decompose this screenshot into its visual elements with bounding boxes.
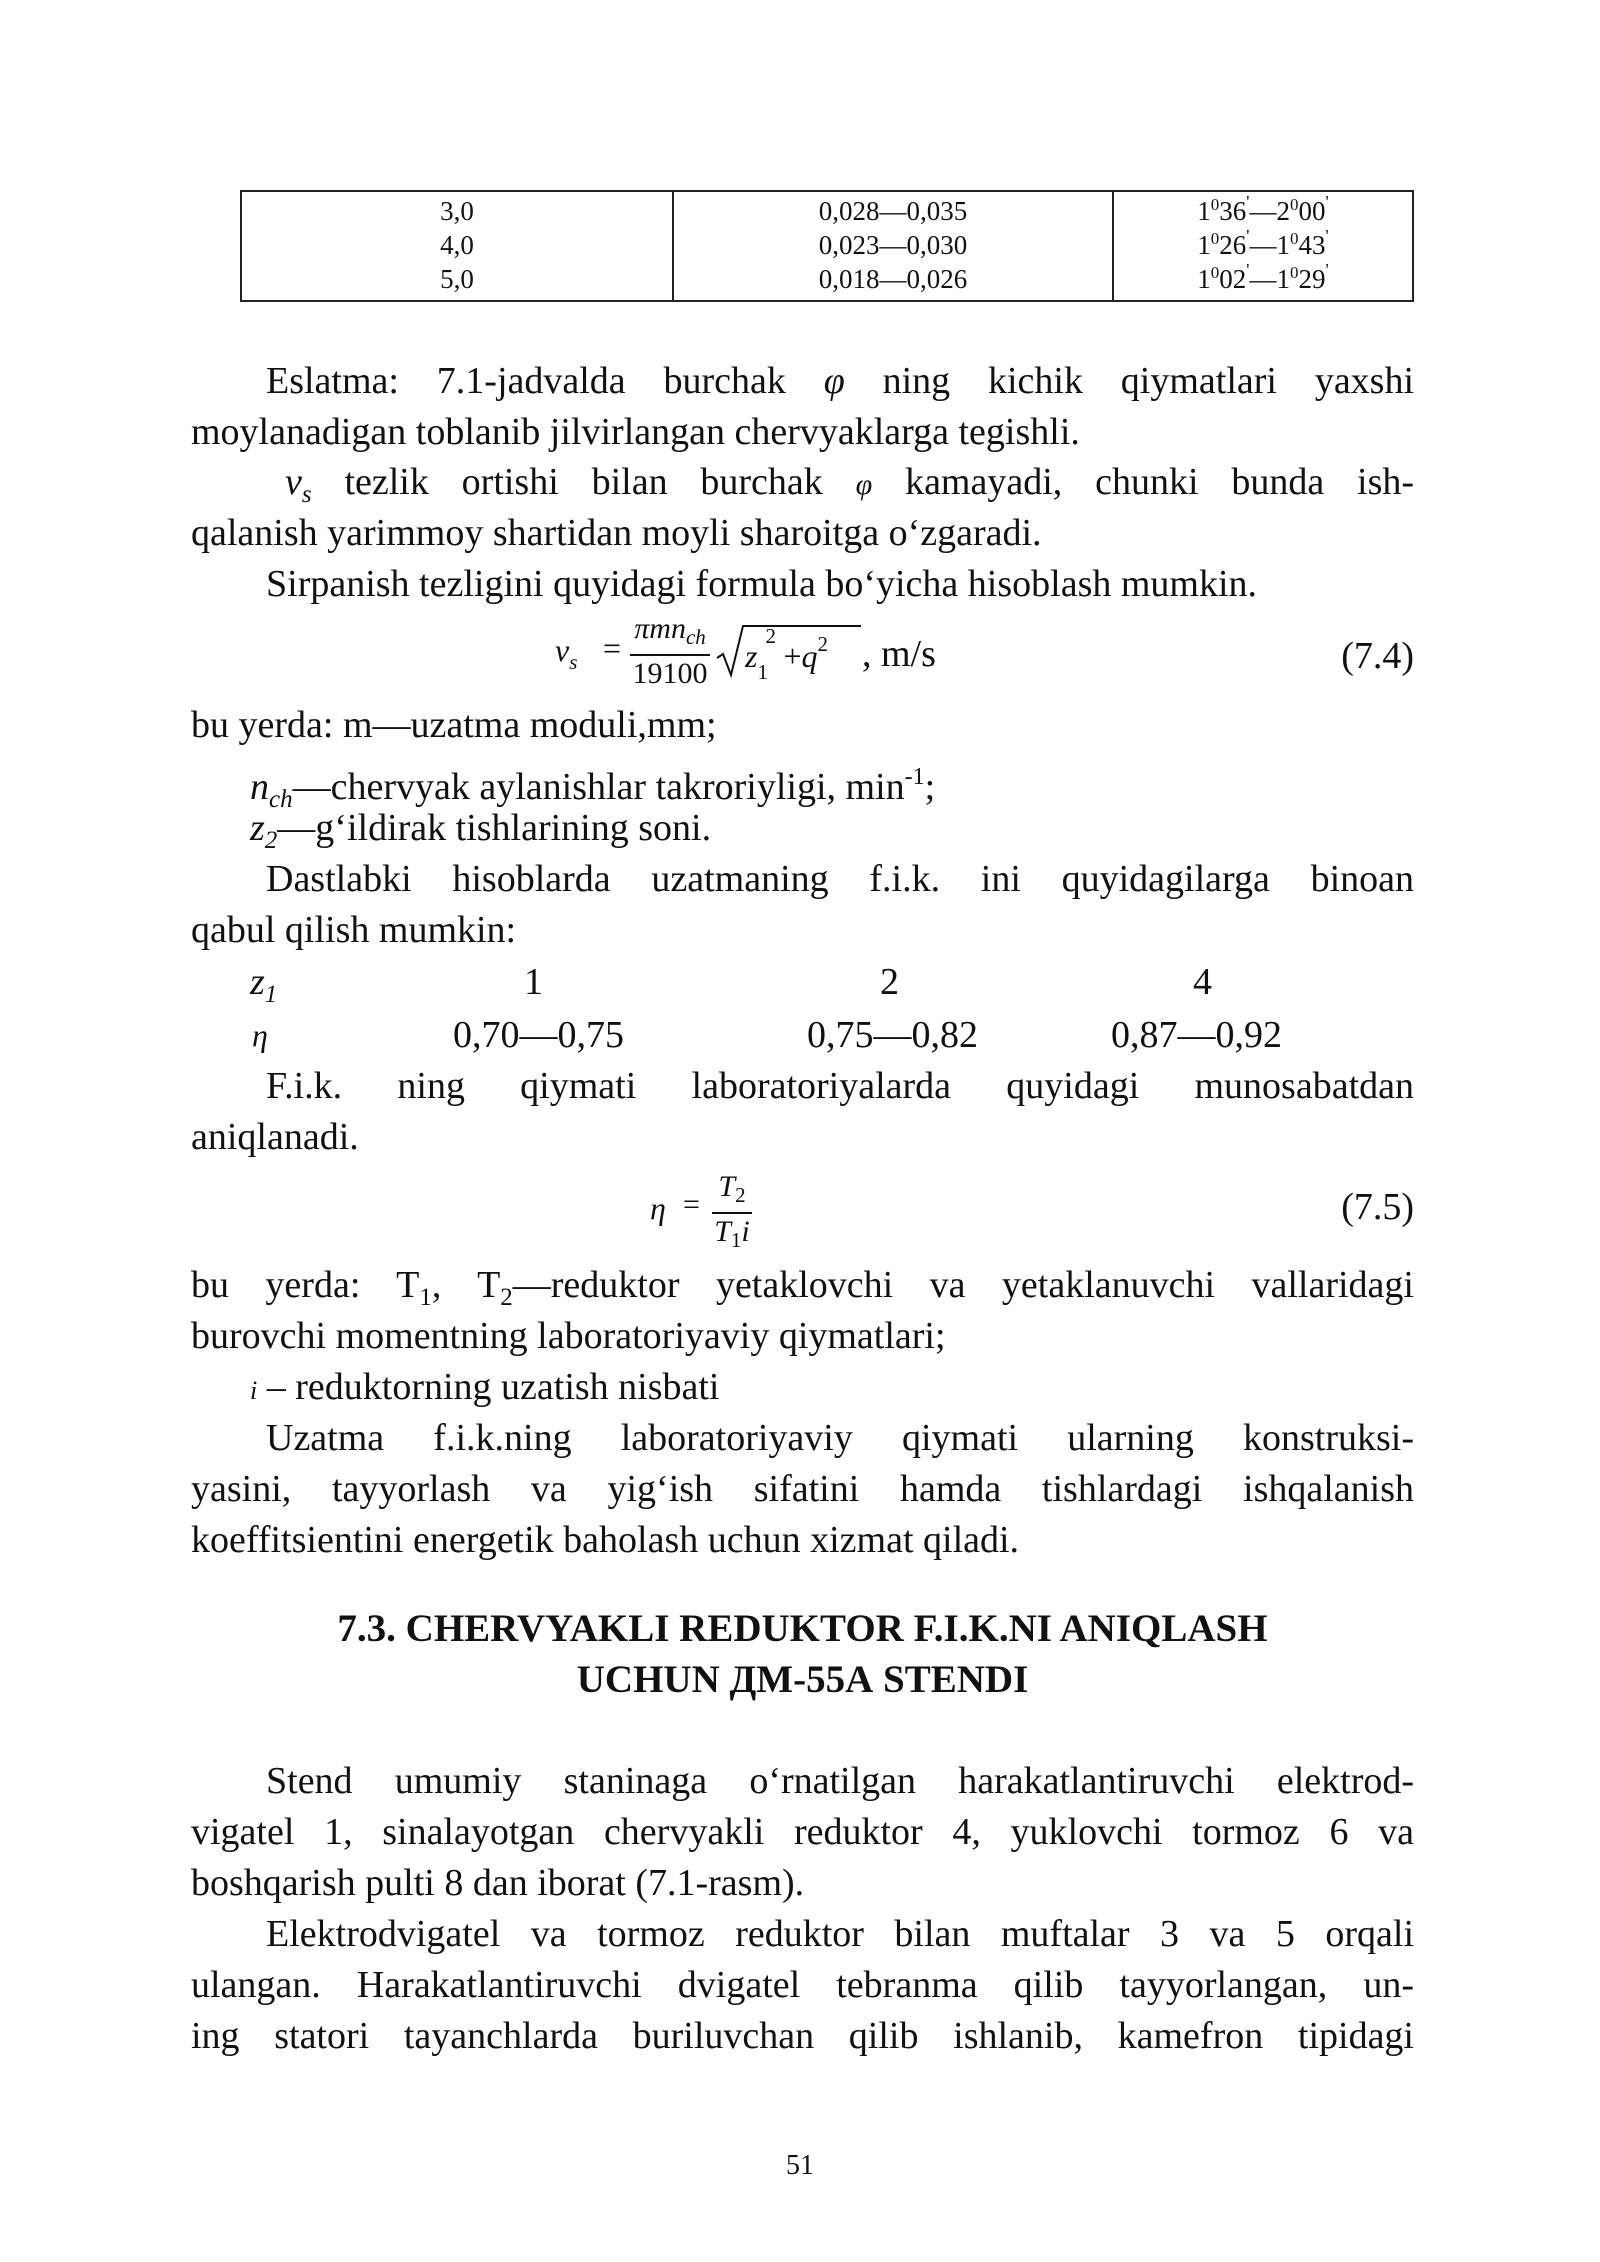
lab-line-2: aniqlanadi.	[191, 1116, 359, 1158]
angle-range: $1^036'—2^000'$	[1197, 192, 1329, 226]
formula-fraction	[712, 1170, 752, 1258]
formula-unit: , m/s	[862, 633, 936, 675]
angle-range: $1^026'—1^043'$	[1197, 226, 1329, 260]
equation-number: (7.4)	[1341, 635, 1414, 677]
fraction-denominator: 19100	[632, 657, 708, 690]
note-line-2: moylanadigan toblanib jilvirlangan chervyaklarga tegishli.	[191, 411, 1080, 453]
formula-fraction	[630, 612, 710, 692]
torque-line-2: burovchi momentning laboratoriyaviy qiymatlari;	[191, 1315, 946, 1357]
efficiency-line-2: qabul qilish mumkin:	[191, 909, 517, 951]
z1-value: 1	[524, 961, 543, 1003]
speed-line-2: qalanish yarimmoy shartidan moyli sharoitga o‘zgaradi.	[191, 512, 1042, 554]
torque-line-1: bu yerda: $T_1$, $T_2—reduktor$ yetaklovchi va yetaklanuvchi vallaridagi	[191, 1264, 1414, 1311]
where-line-2: $n_{ch}—chervyak$ aylanishlar takroriyligi, $\min^{-1}$;	[250, 764, 936, 813]
angle-range: $1^002'—1^029'$	[1197, 260, 1329, 294]
eta-value: 0,75—0,82	[807, 1014, 978, 1056]
cell-value: 5,0	[440, 264, 474, 294]
formula-equals: =	[683, 1188, 700, 1221]
formula-intro: Sirpanish tezligini quyidagi formula bo‘yicha hisoblash mumkin.	[266, 563, 1258, 605]
sqrt-content: z 1 2 $+q^2$	[745, 624, 828, 684]
eta-label: η	[252, 1017, 268, 1053]
fraction-denominator: $T_1i$	[714, 1215, 750, 1252]
section-heading-line-1: 7.3. CHERVYAKLI REDUKTOR F.I.K.NI ANIQLASH	[337, 1607, 1268, 1650]
motor-line-3: ing statori tayanchlarda buriluvchan qilib ishlanib, kamefron tipidagi	[191, 2015, 1414, 2057]
z1-label: $z_1$	[250, 961, 278, 1008]
note-line-1: Eslatma: 7.1-jadvalda burchak φ ning kichik qiymatlari yaxshi	[266, 360, 1415, 402]
table-row	[241, 191, 1413, 301]
page-number: 51	[786, 2150, 814, 2181]
z1-value: 2	[880, 961, 899, 1003]
z1-value: 4	[1193, 961, 1212, 1003]
lab-line-1: F.i.k. ning qiymati laboratoriyalarda quyidagi munosabatdan	[266, 1065, 1414, 1107]
data-table	[240, 190, 1414, 302]
lab-value-line-2: yasini, tayyorlash va yig‘ish sifatini hamda tishlardagi ishqalanish	[191, 1468, 1414, 1510]
table-cell-angle	[1113, 191, 1413, 301]
cell-value: 0,023—0,030	[818, 230, 968, 260]
lab-value-line-1: Uzatma f.i.k.ning laboratoriyaviy qiymati ularning konstruksi-	[266, 1417, 1414, 1459]
lab-value-line-3: koeffitsientini energetik baholash uchun xizmat qiladi.	[191, 1519, 1020, 1561]
formula-equals: =	[603, 630, 622, 666]
phi-symbol: φ	[823, 360, 845, 402]
eta-value: 0,87—0,92	[1111, 1014, 1282, 1056]
formula-lhs: $v_s$	[555, 632, 578, 674]
cell-value: 0,018—0,026	[818, 264, 968, 294]
table-cell-friction	[673, 191, 1113, 301]
cell-value: 0,028—0,035	[818, 196, 968, 226]
where-line-1: bu yerda: m—uzatma moduli,mm;	[191, 704, 717, 746]
efficiency-line-1: Dastlabki hisoblarda uzatmaning f.i.k. ini quyidagilarga binoan	[266, 858, 1414, 900]
where-line-3: $z_2—g‘ildirak$ tishlarining soni.	[250, 807, 712, 854]
eta-value: 0,70—0,75	[453, 1014, 624, 1056]
cell-value: 4,0	[440, 230, 474, 260]
motor-line-1: Elektrodvigatel va tormoz reduktor bilan muftalar 3 va 5 orqali	[266, 1913, 1414, 1955]
fraction-numerator: $T_2$	[718, 1170, 746, 1207]
speed-line-1: $v_s$ tezlik ortishi bilan burchak φ kamayadi, chunki bunda ish-	[285, 461, 1415, 508]
ratio-line: i – reduktorning uzatish nisbati	[250, 1366, 720, 1408]
fraction-numerator: πmn$_{ch}$	[634, 612, 706, 649]
cell-value: 3,0	[440, 196, 474, 226]
table-cell-speed	[241, 191, 673, 301]
stand-line-2: vigatel 1, sinalayotgan chervyakli reduktor 4, yuklovchi tormoz 6 va	[191, 1811, 1414, 1853]
stand-line-1: Stend umumiy staninaga o‘rnatilgan harakatlantiruvchi elektrod-	[266, 1760, 1414, 1802]
formula-lhs: η	[650, 1190, 666, 1226]
section-heading-line-2: UCHUN ДМ-55А STENDI	[576, 1658, 1029, 1701]
stand-line-3: boshqarish pulti 8 dan iborat (7.1-rasm).	[191, 1862, 805, 1904]
equation-number: (7.5)	[1341, 1186, 1414, 1228]
motor-line-2: ulangan. Harakatlantiruvchi dvigatel tebranma qilib tayyorlangan, un-	[191, 1964, 1414, 2006]
